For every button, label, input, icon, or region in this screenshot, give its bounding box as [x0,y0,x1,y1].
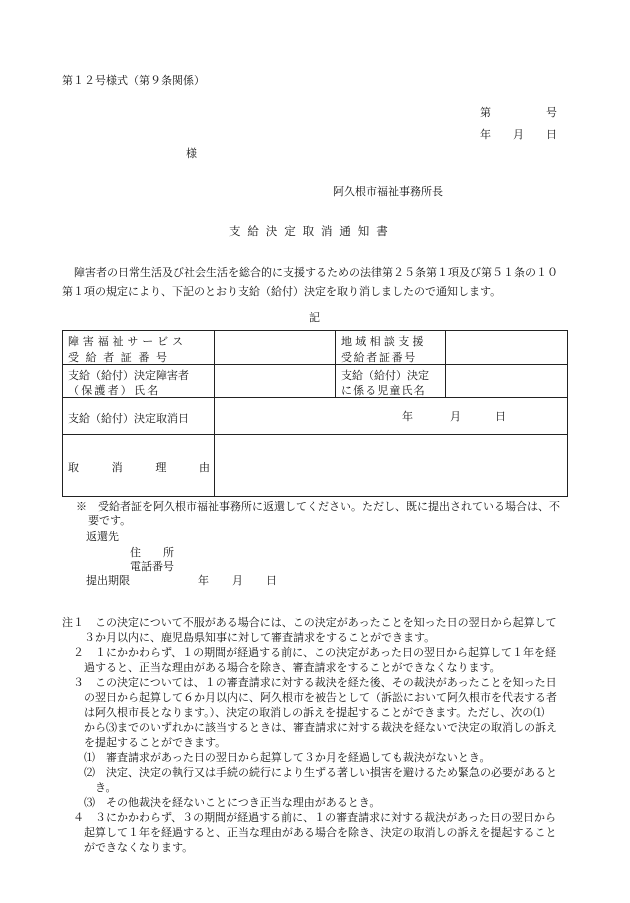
note-line: から⑶までのいずれかに該当するときは、審査請求に対する裁決を経ないで決定の取消しの訴え [62,721,557,734]
service-number-value [214,330,336,365]
cancel-date-month: 月 [450,410,461,423]
consult-number-value [445,330,568,365]
label-consult-b: 受給者証番号 [341,351,417,364]
cancel-date-year: 年 [402,410,413,423]
note-line: ４ ３にかかわらず、３の期間が経過する前に、１の審査請求に対する裁決があった日の翌日から [62,811,557,824]
note-line: ⑵ 決定、決定の執行又は手続の続行により生ずる著しい損害を避けるため緊急の必要があると [62,766,557,779]
reason-value [214,434,568,497]
note-line: き。 [62,781,117,794]
return-note-line-1: ※ 受給者証を阿久根市福祉事務所に返還してください。ただし、既に提出されている場合は、不 [76,500,560,513]
note-line: 過すると、正当な理由がある場合を除き、審査請求をすることができなくなります。 [62,661,501,674]
reason-char-3: 理 [155,461,167,474]
date-year: 年 [480,128,491,141]
note-line: ２ １にかかわらず、１の期間が経過する前に、この決定があった日の翌日から起算して１年を経 [62,646,557,659]
label-child-b: に係る児童氏名 [341,384,426,397]
addressee-suffix: 様 [186,147,197,160]
date-month: 月 [513,128,524,141]
note-line: ３か月以内に、鹿児島県知事に対して審査請求をすることができます。 [62,631,436,644]
label-recipient-b: （保護者）氏名 [68,384,161,397]
deadline-month: 月 [232,574,243,587]
return-address-label: 住 所 [130,546,174,559]
info-table [62,330,568,497]
reason-char-2: 消 [111,461,123,474]
cell-cancel-date-label [62,397,215,435]
note-line: 注１ この決定について不服がある場合には、この決定があったことを知った日の翌日から起算して [62,616,557,629]
issuer: 阿久根市福祉事務所長 [333,185,443,198]
number-label: 第 [480,106,491,119]
body-line-2: 第１項の規定により、下記のとおり支給（給付）決定を取り消しましたので通知します。 [62,285,502,298]
cell-recipient-name-label [62,364,215,398]
note-line: は阿久根市長となります。）、決定の取消しの訴えを提起することができます。ただし、次の⑴ [62,706,545,719]
cell-child-name-label [335,364,446,398]
label-child-a: 支給（給付）決定 [341,369,429,382]
reason-char-1: 取 [68,461,79,474]
label-reason [68,459,210,475]
label-consult-a: 地域相談支援 [341,335,427,348]
child-name-value [445,364,568,398]
return-note-line-2: 要です。 [88,514,132,527]
note-line: 起算して１年を経過すると、正当な理由がある場合を除き、決定の取消しの訴えを提起すること [62,826,557,839]
note-line: を提起することができます。 [62,736,227,749]
cell-reason-label [62,434,215,497]
cancel-date-day: 日 [495,410,506,423]
cancel-date-value [214,397,568,435]
ki-mark: 記 [309,311,320,324]
deadline-label: 提出期限 [86,574,130,587]
label-service-b: 受給者証番号 [68,351,174,364]
label-service-a: 障害福祉サービス [68,335,187,348]
label-recipient-a: 支給（給付）決定障害者 [68,369,189,382]
form-id: 第１２号様式（第９条関係） [62,74,205,87]
deadline-year: 年 [198,574,209,587]
recipient-name-value [214,364,336,398]
deadline-day: 日 [266,574,277,587]
return-destination-label: 返還先 [86,530,119,543]
return-phone-label: 電話番号 [130,560,174,573]
document-title: 支給決定取消通知書 [229,224,395,238]
note-line: の翌日から起算して６か月以内に、阿久根市を被告として（訴訟において阿久根市を代表する者 [62,691,557,704]
cell-service-number-label [62,330,215,365]
note-line: ３ この決定については、１の審査請求に対する裁決を経た後、その裁決があったことを知った日 [62,676,557,689]
note-line: ⑶ その他裁決を経ないことにつき正当な理由があるとき。 [62,796,381,809]
note-line: ができなくなります。 [62,841,194,854]
note-line: ⑴ 審査請求があった日の翌日から起算して３か月を経過しても裁決がないとき。 [62,751,491,764]
date-day: 日 [546,128,557,141]
label-cancel-date: 支給（給付）決定取消日 [68,412,189,425]
body-line-1: 障害者の日常生活及び社会生活を総合的に支援するための法律第２５条第１項及び第５１条の１０ [74,266,558,279]
reason-char-4: 由 [198,461,210,474]
cell-consult-number-label [335,330,446,365]
number-suffix: 号 [546,106,557,119]
